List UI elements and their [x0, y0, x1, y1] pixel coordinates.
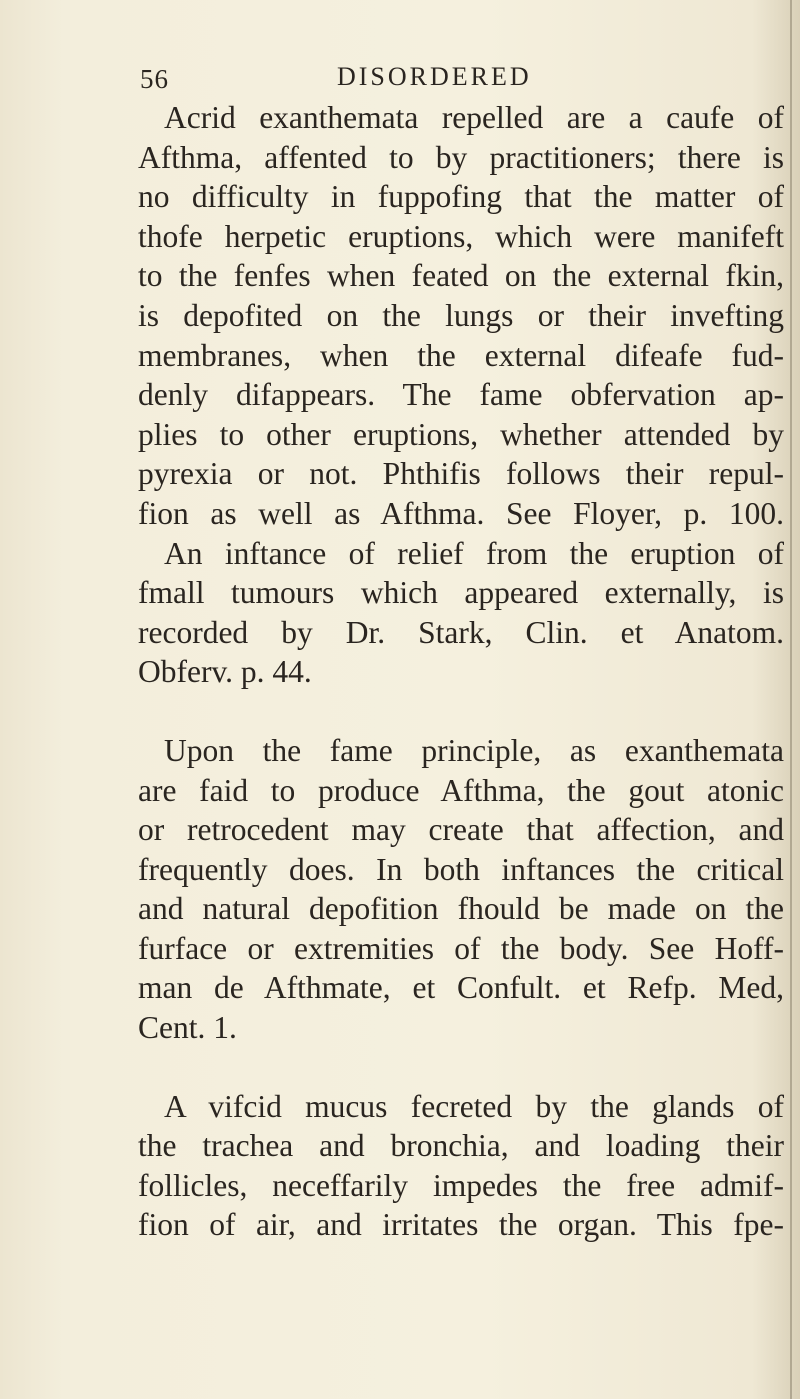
- text-line: follicles, neceffarily impedes the free admif-: [138, 1167, 784, 1203]
- text-line: Obferv. p. 44.: [138, 654, 312, 690]
- text-line: recorded by Dr. Stark, Clin. et Anatom.: [138, 614, 784, 650]
- paragraph-gap: [138, 1048, 784, 1087]
- text-line: denly difappears. The fame obfervation ap-: [138, 377, 784, 413]
- text-line: and natural depofition fhould be made on the: [138, 891, 784, 927]
- text-line: An inftance of relief from the eruption of: [164, 535, 784, 571]
- text-line: thofe herpetic eruptions, which were manifeft: [138, 218, 784, 254]
- text-line: fion as well as Afthma. See Floyer, p. 100.: [138, 495, 784, 531]
- text-line: Upon the fame principle, as exanthemata: [164, 732, 784, 768]
- page-header: [140, 58, 740, 98]
- text-line: membranes, when the external difeafe fud-: [138, 337, 784, 373]
- body-text: [138, 98, 784, 1245]
- page-number: 56: [140, 64, 169, 94]
- text-line: fion of air, and irritates the organ. This fpe-: [138, 1207, 784, 1243]
- text-line: man de Afthmate, et Confult. et Refp. Med,: [138, 970, 784, 1006]
- text-line: Acrid exanthemata repelled are a caufe of: [164, 100, 784, 135]
- text-line: frequently does. In both inftances the critical: [138, 851, 784, 887]
- text-line: the trachea and bronchia, and loading their: [138, 1128, 784, 1164]
- text-line: Cent. 1.: [138, 1010, 237, 1046]
- text-line: pyrexia or not. Phthifis follows their repul-: [138, 456, 784, 492]
- text-line: to the fenfes when feated on the external fkin,: [138, 258, 784, 294]
- text-line: no difficulty in fuppofing that the matter of: [138, 179, 784, 215]
- text-line: or retrocedent may create that affection, and: [138, 812, 784, 848]
- text-line: A vifcid mucus fecreted by the glands of: [164, 1088, 784, 1124]
- text-line: fmall tumours which appeared externally, is: [138, 575, 784, 611]
- text-line: is depofited on the lungs or their invefting: [138, 297, 784, 333]
- page-edge: [790, 0, 792, 1399]
- paragraph-mucus: [138, 1087, 784, 1245]
- paragraph-exanthemata: [138, 98, 784, 692]
- text-line: plies to other eruptions, whether attended by: [138, 416, 784, 452]
- text-line: furface or extremities of the body. See Hoff-: [138, 930, 784, 966]
- running-title: DISORDERED: [337, 62, 532, 91]
- paragraph-gout: [138, 731, 784, 1048]
- paragraph-gap: [138, 692, 784, 731]
- text-line: Afthma, affented to by practitioners; there is: [138, 139, 784, 175]
- text-line: are faid to produce Afthma, the gout atonic: [138, 772, 784, 808]
